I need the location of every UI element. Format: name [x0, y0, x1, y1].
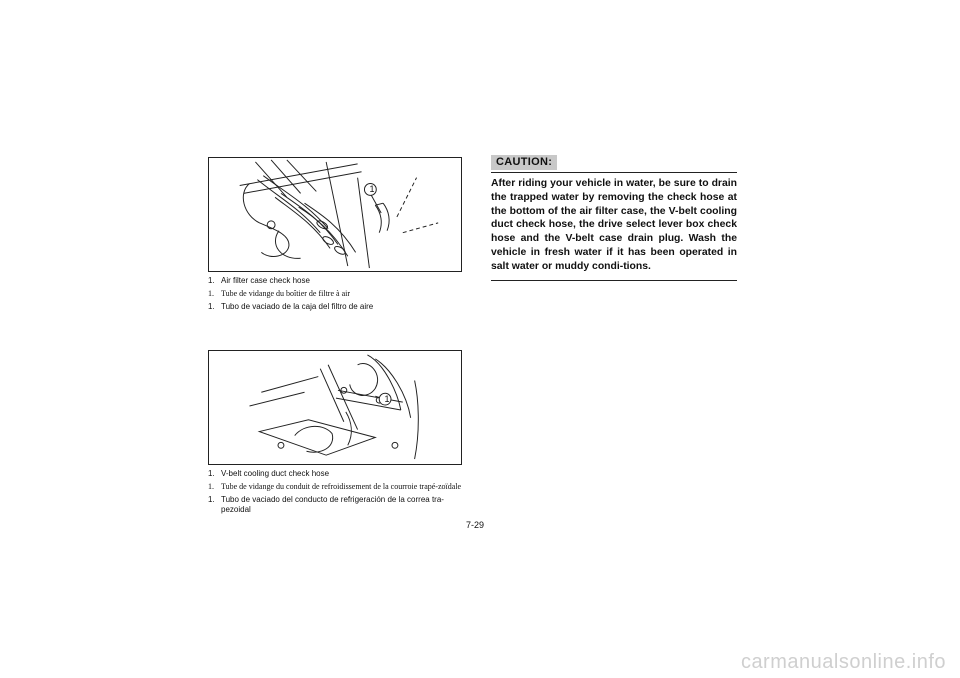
caution-text: After riding your vehicle in water, be sure to drain the trapped water by removing the check hose at the bottom of the air filter case, the V-belt cooling duct check hose, the drive select lever box check hose and the V-belt case drain plug. Wash the vehicle in fresh water if it has been operated in salt water or muddy condi-tions.	[491, 177, 737, 281]
caption-line-es: 1. Tubo de vaciado de la caja del filtro de aire	[208, 302, 374, 311]
page-number: 7-29	[466, 520, 485, 530]
illustration-air-filter-hose	[209, 158, 461, 271]
figure-1-caption	[208, 276, 470, 315]
figure-1-callout: 1	[369, 184, 375, 194]
figure-v-belt-cooling-duct	[208, 350, 462, 465]
watermark: carmanualsonline.info	[740, 651, 946, 673]
caption-line-fr: 1. Tube de vidange du conduit de refroidissement de la courroie trapé-zoïdale	[208, 482, 462, 491]
caption-line-es: 1. Tubo de vaciado del conducto de refrigeración de la correa tra-pezoidal	[208, 495, 444, 514]
caution-header	[491, 155, 737, 173]
figure-2-callout: 1	[384, 394, 390, 404]
caption-line-fr: 1. Tube de vidange du boîtier de filtre à air	[208, 289, 350, 298]
figure-air-filter-hose	[208, 157, 462, 272]
figure-2-caption	[208, 469, 470, 518]
caution-block	[491, 155, 737, 281]
caption-line-en: 1. V-belt cooling duct check hose	[208, 469, 330, 478]
caption-line-en: 1. Air filter case check hose	[208, 276, 310, 285]
illustration-v-belt-cooling-duct	[209, 351, 461, 464]
caution-label: CAUTION:	[491, 155, 557, 170]
